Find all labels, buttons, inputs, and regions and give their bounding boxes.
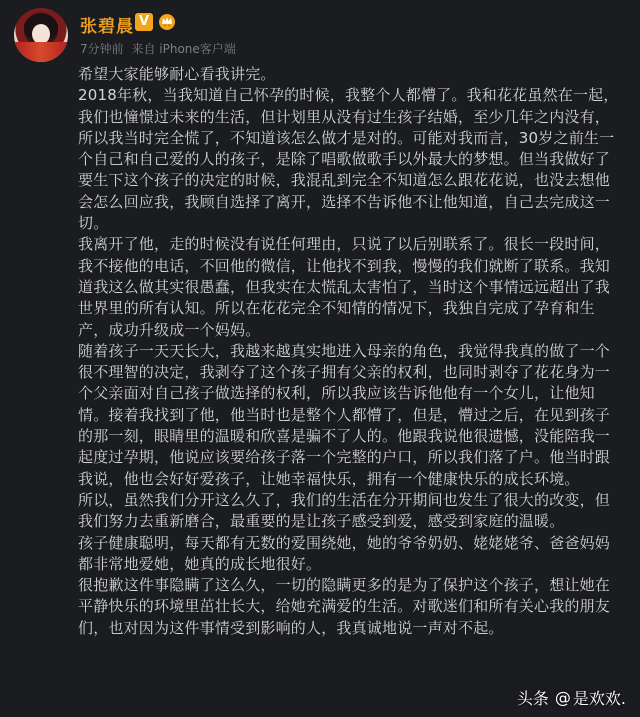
verified-v-icon[interactable]: V: [135, 13, 153, 31]
watermark-at: @: [554, 688, 571, 707]
username[interactable]: 张碧晨: [80, 17, 134, 37]
post-paragraph: 2018年秋，当我知道自己怀孕的时候，我整个人都懵了。我和花花虽然在一起，我们也憧憬过未来的生活，但计划里从没有过生孩子结婚，至少几年之内没有，所以我当时完全慌了，不知道该怎么做才是对的。可能对我而言，30岁之前生一个自己和自己爱的人的孩子，是除了唱歌做歌手以外最大的梦想。但当我做好了要生下这个孩子的决定的时候，我混乱到完全不知道怎么跟花花说，也没去想他会怎么回应我，我顾自选择了离开，选择不告诉他不让他知道，自己去完成这一切。: [78, 86, 619, 233]
avatar-face: [32, 24, 50, 44]
watermark: [517, 686, 626, 709]
avatar[interactable]: [14, 8, 68, 62]
post-paragraph: 希望大家能够耐心看我讲完。: [78, 65, 276, 83]
watermark-brand: 头条: [516, 689, 549, 708]
post-body: [78, 64, 624, 639]
post-paragraph: 很抱歉这件事隐瞒了这么久，一切的隐瞒更多的是为了保护这个孩子，想让她在平静快乐的环境里茁壮长大，给她充满爱的生活。对歌迷们和所有关心我的朋友们，也对因为这件事情受到影响的人，我真诚地说一声对不起。: [78, 576, 611, 637]
post-paragraph: 所以，虽然我们分开这么久了，我们的生活在分开期间也发生了很大的改变，但我们努力去重新磨合，最重要的是让孩子感受到爱，感受到家庭的温暖。: [78, 490, 611, 531]
post-paragraph: 孩子健康聪明，每天都有无数的爱围绕她，她的爷爷奶奶、姥姥姥爷、爸爸妈妈都非常地爱她，她真的成长地很好。: [78, 533, 611, 573]
post-meta: [80, 40, 240, 57]
avatar-sash: [14, 42, 68, 62]
post-paragraph: 随着孩子一天天长大，我越来越真实地进入母亲的角色，我觉得我真的做了一个很不理智的决定，我剥夺了这个孩子拥有父亲的权利，也同时剥夺了花花身为一个父亲面对自己孩子做选择的权利，所以我应该告诉他他有一个女儿，让他知情。接着我找到了他，他当时也是整个人都懵了，但是，懵过之后，在见到孩子的那一刻，眼睛里的温暖和欣喜是骗不了人的。他跟我说他很遗憾，没能陪我一起度过孕期，他说应该要给孩子落一个完整的户口，所以我们落了户。他当时跟我说，他也会好好爱孩子，让她幸福快乐，拥有一个健康快乐的成长环境。: [78, 341, 611, 488]
crown-badge-icon[interactable]: [157, 11, 177, 31]
post-source[interactable]: 来自 iPhone客户端: [131, 42, 236, 56]
watermark-handle: 是欢欢.: [572, 689, 626, 708]
post-time: 7分钟前: [80, 42, 124, 56]
post-paragraph: 我离开了他，走的时候没有说任何理由，只说了以后别联系了。很长一段时间，我不接他的电话，不回他的微信，让他找不到我，慢慢的我们就断了联系。我知道我这么做其实很愚蠢，但我实在太慌乱太害怕了，当时这个事情远远超出了我世界里的所有认知。所以在花花完全不知情的情况下，我独自完成了孕育和生产，成功升级成一个妈妈。: [78, 235, 611, 339]
